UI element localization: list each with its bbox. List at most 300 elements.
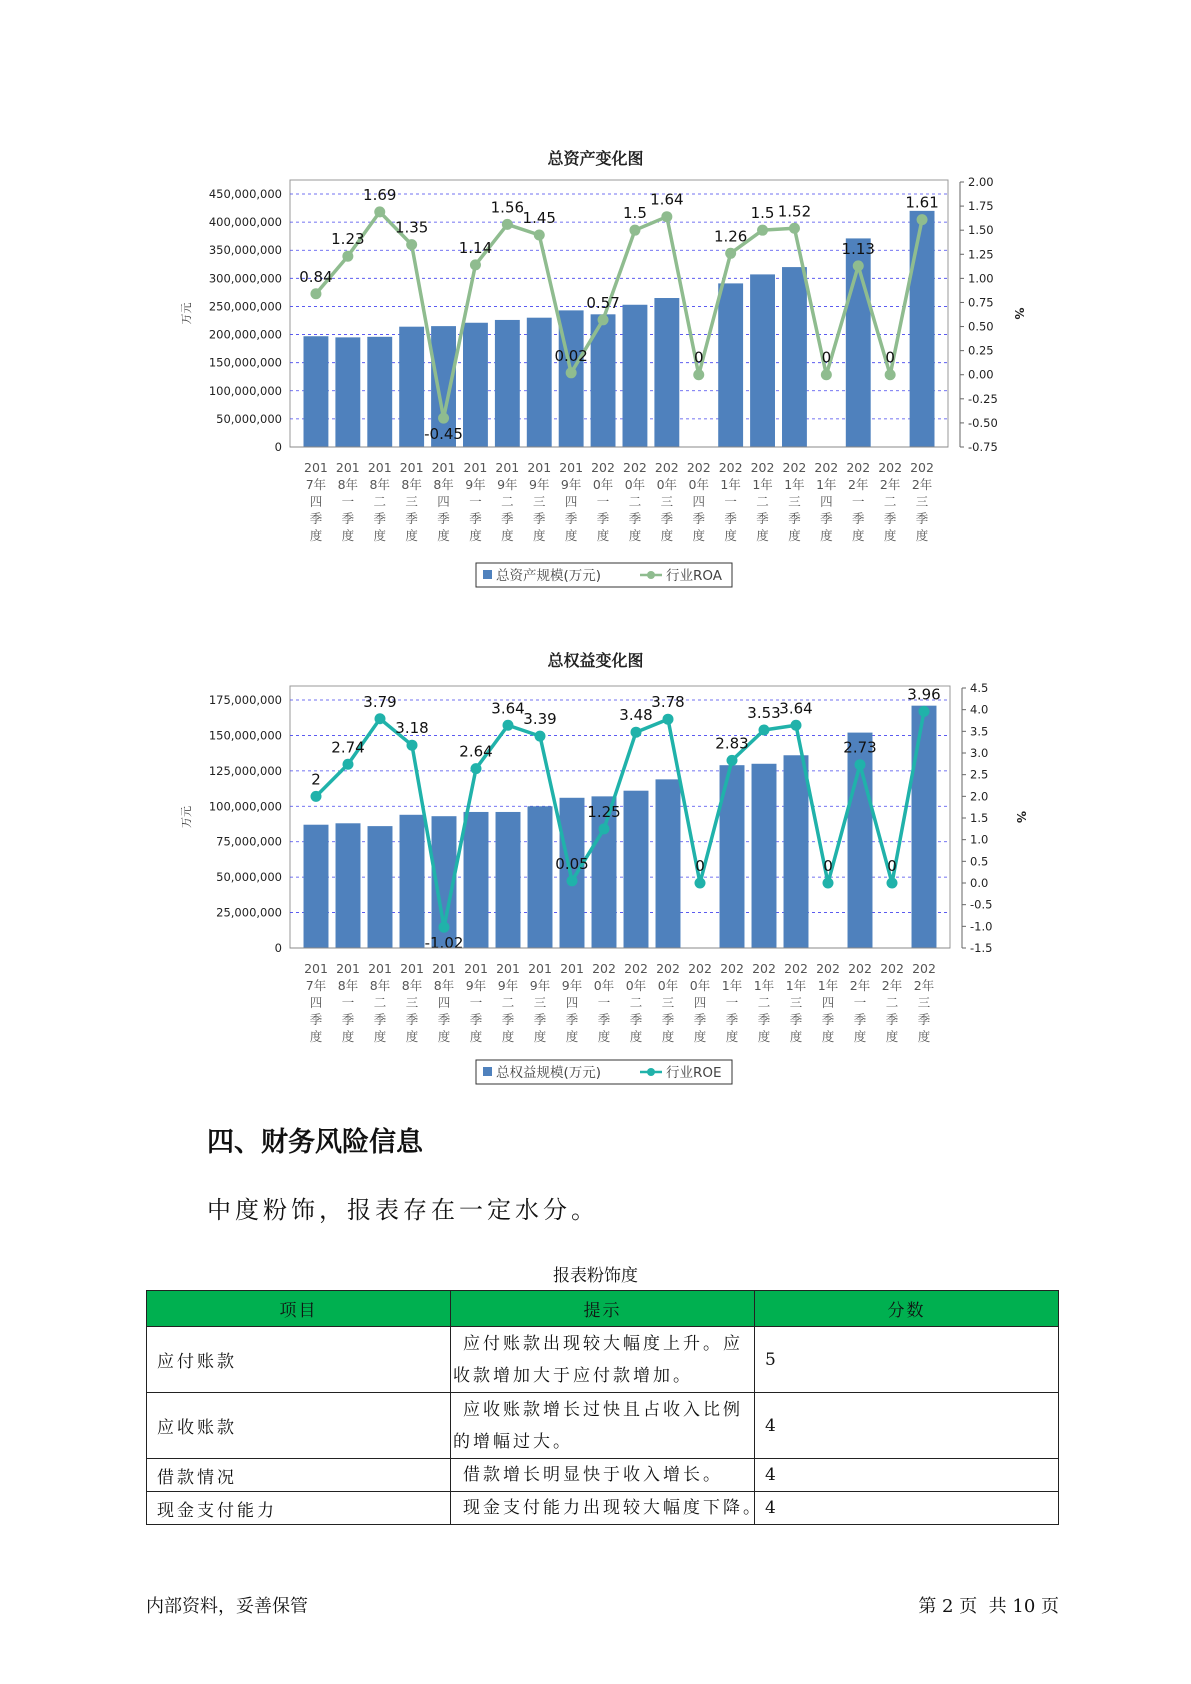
x-tick-label: 1年 [752, 477, 773, 492]
y-axis-title: 万元 [180, 806, 193, 828]
x-tick-label: 201 [527, 460, 552, 475]
data-label: 1.23 [331, 230, 365, 249]
data-label: 1.14 [458, 238, 493, 257]
x-tick-label: 2年 [913, 978, 935, 993]
y2-tick-label: 2.5 [970, 767, 989, 782]
line-point [406, 239, 417, 250]
line-point [663, 714, 674, 725]
x-tick-label: 三 [915, 494, 929, 509]
line-point [727, 755, 738, 766]
x-tick-label: 度 [788, 528, 801, 543]
x-tick-label: 202 [910, 460, 934, 475]
data-label: 3.39 [523, 710, 557, 729]
x-tick-label: 季 [373, 511, 387, 526]
y2-tick-label: -1.0 [970, 919, 993, 934]
x-tick-label: 二 [628, 494, 642, 509]
x-tick-label: 度 [564, 528, 578, 543]
legend-label-bar: 总权益规模(万元) [496, 1065, 602, 1081]
x-tick-label: 季 [341, 1012, 355, 1027]
x-tick-label: 8年 [369, 477, 390, 492]
y2-tick-label: 2.0 [970, 789, 989, 804]
x-tick-label: 三 [532, 494, 546, 509]
x-tick-label: 度 [437, 528, 450, 543]
y-axis-title: 万元 [180, 302, 193, 325]
x-tick-label: 9年 [497, 477, 518, 492]
x-tick-label: 一 [469, 995, 483, 1010]
x-tick-label: 9年 [465, 978, 487, 993]
line-point [342, 251, 353, 262]
x-tick-label: 季 [724, 511, 737, 526]
bar [528, 806, 553, 948]
x-tick-label: 9年 [560, 477, 582, 492]
x-tick-label: 三 [789, 995, 803, 1010]
x-tick-label: 0年 [625, 978, 647, 993]
data-label: 1.25 [587, 802, 621, 821]
x-tick-label: 201 [367, 460, 392, 475]
x-tick-label: 202 [592, 961, 616, 976]
x-tick-label: 四 [565, 995, 579, 1010]
x-tick-label: 202 [654, 460, 679, 475]
bar [495, 320, 520, 447]
data-label: 3.79 [363, 692, 397, 711]
x-tick-label: 度 [341, 528, 355, 543]
x-tick-label: 度 [756, 528, 769, 543]
table-row [147, 1393, 1059, 1459]
bar [400, 815, 425, 948]
data-label: 3.48 [619, 706, 653, 725]
x-tick-label: 202 [848, 961, 872, 976]
x-tick-label: 四 [437, 494, 450, 509]
cell-tip: 应收账款增长过快且占收入比例的增幅过大。 [451, 1393, 755, 1459]
x-tick-label: 三 [533, 995, 547, 1010]
data-label: 3.18 [395, 719, 429, 738]
x-tick-label: 三 [917, 995, 931, 1010]
x-tick-label: 8年 [433, 477, 454, 492]
data-label: 0.84 [299, 267, 333, 286]
y-tick-label: 75,000,000 [216, 834, 282, 849]
x-tick-label: 度 [565, 1029, 579, 1044]
x-tick-label: 度 [501, 528, 514, 543]
x-tick-label: 季 [532, 511, 546, 526]
x-tick-label: 201 [368, 961, 392, 976]
y-tick-label: 350,000,000 [208, 243, 282, 258]
data-label: 0 [885, 348, 895, 367]
x-tick-label: 202 [591, 460, 615, 475]
x-tick-label: 8年 [337, 978, 359, 993]
x-tick-label: 季 [883, 511, 897, 526]
x-tick-label: 季 [469, 511, 482, 526]
x-tick-label: 季 [756, 511, 769, 526]
y2-tick-label: 0.5 [970, 854, 989, 869]
x-tick-label: 202 [752, 961, 776, 976]
x-tick-label: 三 [788, 494, 801, 509]
x-tick-label: 202 [623, 460, 647, 475]
bar [910, 211, 935, 447]
y2-tick-label: 1.0 [970, 832, 989, 847]
header-tip: 提示 [451, 1291, 755, 1327]
x-tick-label: 8年 [369, 978, 391, 993]
y-tick-label: 200,000,000 [208, 327, 282, 342]
x-tick-label: 季 [628, 511, 642, 526]
y2-tick-label: 2.00 [968, 175, 994, 189]
bar [463, 323, 488, 447]
x-tick-label: 度 [469, 528, 482, 543]
bar [624, 791, 649, 948]
x-tick-label: 201 [399, 460, 424, 475]
y-tick-label: 175,000,000 [208, 693, 282, 707]
line-point [725, 248, 736, 259]
x-tick-label: 二 [373, 494, 387, 509]
line-point [821, 369, 832, 380]
legend-label-line: 行业ROA [666, 568, 723, 584]
x-tick-label: 三 [660, 494, 674, 509]
x-tick-label: 三 [405, 494, 418, 509]
line-point [311, 791, 322, 802]
x-tick-label: 二 [373, 995, 387, 1010]
y2-tick-label: 4.0 [970, 702, 989, 717]
x-tick-label: 季 [821, 1012, 835, 1027]
x-tick-label: 201 [464, 961, 488, 976]
line-point [853, 260, 864, 271]
cell-tip: 现金支付能力出现较大幅度下降。 [451, 1492, 755, 1525]
table-row [147, 1459, 1059, 1492]
x-tick-label: 季 [501, 1012, 515, 1027]
x-tick-label: 季 [820, 511, 833, 526]
x-tick-label: 201 [559, 460, 584, 475]
y2-tick-label: 1.25 [968, 247, 994, 262]
y-tick-label: 250,000,000 [208, 299, 282, 314]
line-point [661, 211, 672, 222]
x-tick-label: 8年 [401, 978, 423, 993]
y-tick-label: 150,000,000 [208, 355, 282, 370]
x-tick-label: 201 [560, 961, 584, 976]
header-score: 分数 [755, 1291, 1059, 1327]
line-point [567, 875, 578, 886]
line-point [470, 259, 481, 270]
bar [782, 267, 807, 447]
cell-tip: 借款增长明显快于收入增长。 [451, 1459, 755, 1492]
x-tick-label: 201 [431, 460, 456, 475]
x-tick-label: 1年 [816, 477, 837, 492]
x-tick-label: 0年 [624, 477, 646, 492]
cell-score: 4 [755, 1393, 1059, 1459]
x-tick-label: 三 [405, 995, 419, 1010]
x-tick-label: 0年 [593, 978, 615, 993]
line-point [759, 725, 770, 736]
x-tick-label: 季 [565, 1012, 579, 1027]
data-label: 0 [695, 857, 705, 875]
x-tick-label: 一 [341, 494, 355, 509]
x-tick-label: 季 [501, 511, 514, 526]
x-tick-label: 1年 [753, 978, 775, 993]
x-tick-label: 202 [814, 460, 839, 475]
x-tick-label: 1年 [784, 477, 805, 492]
x-tick-label: 9年 [529, 477, 550, 492]
data-label: 1.56 [490, 198, 525, 217]
y-tick-label: 125,000,000 [208, 763, 282, 778]
x-tick-label: 季 [405, 511, 418, 526]
x-tick-label: 201 [400, 961, 424, 976]
line-point [631, 727, 642, 738]
data-label: 2.83 [715, 734, 749, 753]
x-tick-label: 度 [596, 528, 610, 543]
x-tick-label: 四 [692, 494, 706, 509]
cell-item: 借款情况 [147, 1459, 451, 1492]
x-tick-label: 一 [853, 995, 867, 1010]
line-point [598, 314, 609, 325]
data-label: 3.96 [907, 685, 941, 704]
x-tick-label: 1年 [720, 477, 741, 492]
bar [527, 318, 552, 447]
legend-label-line: 行业ROE [666, 1065, 722, 1081]
x-tick-label: 202 [720, 961, 744, 976]
table-row [147, 1492, 1059, 1525]
x-tick-label: 度 [757, 1029, 771, 1044]
x-tick-label: 季 [757, 1012, 771, 1027]
x-tick-label: 度 [724, 528, 737, 543]
bar [656, 779, 681, 948]
y2-tick-label: 1.75 [968, 199, 994, 214]
line-point [791, 720, 802, 731]
x-tick-label: 季 [629, 1012, 643, 1027]
x-tick-label: 201 [335, 460, 360, 475]
x-tick-label: 202 [782, 460, 807, 475]
bar [496, 812, 521, 948]
cell-item: 现金支付能力 [147, 1492, 451, 1525]
line-point [471, 763, 482, 774]
bar [784, 755, 809, 948]
risk-table [146, 1290, 1059, 1525]
x-tick-label: 四 [309, 995, 323, 1010]
x-tick-label: 202 [686, 460, 711, 475]
y2-tick-label: 0.0 [970, 876, 989, 890]
x-tick-label: 四 [820, 494, 833, 509]
x-tick-label: 7年 [305, 978, 327, 993]
x-tick-label: 季 [885, 1012, 899, 1027]
line-point [374, 206, 385, 217]
data-label: -1.02 [424, 934, 464, 953]
y-tick-label: 0 [274, 941, 282, 955]
x-tick-label: 度 [629, 1029, 643, 1044]
x-tick-label: 四 [821, 995, 835, 1010]
x-tick-label: 9年 [529, 978, 551, 993]
y2-axis-title: % [1012, 307, 1026, 320]
cell-item: 应收账款 [147, 1393, 451, 1459]
x-tick-label: 2年 [881, 978, 903, 993]
x-tick-label: 202 [718, 460, 743, 475]
data-label: 1.13 [841, 239, 875, 258]
x-tick-label: 季 [693, 1012, 707, 1027]
y2-tick-label: -1.5 [970, 941, 993, 955]
y2-tick-label: 0.50 [968, 319, 994, 334]
equity-chart [0, 680, 1191, 1110]
cell-tip: 应付账款出现较大幅度上升。应收款增加大于应付款增加。 [451, 1327, 755, 1393]
line-point [375, 713, 386, 724]
x-tick-label: 三 [661, 995, 675, 1010]
data-label: 0 [887, 857, 897, 875]
data-label: 1.35 [394, 218, 429, 237]
bar [368, 826, 393, 948]
y2-tick-label: 0.25 [968, 343, 994, 358]
x-tick-label: 度 [469, 1029, 483, 1044]
x-tick-label: 0年 [689, 978, 711, 993]
line-point [823, 878, 834, 889]
data-label: 0 [821, 348, 832, 367]
x-tick-label: 季 [564, 511, 578, 526]
table-header-row [147, 1291, 1059, 1327]
x-tick-label: 度 [917, 1029, 931, 1044]
x-tick-label: 201 [495, 460, 520, 475]
x-tick-label: 季 [725, 1012, 739, 1027]
x-tick-label: 202 [750, 460, 775, 475]
x-tick-label: 度 [885, 1029, 899, 1044]
bar [654, 298, 679, 447]
x-tick-label: 季 [853, 1012, 867, 1027]
x-tick-label: 8年 [337, 477, 359, 492]
line-point [887, 878, 898, 889]
x-tick-label: 季 [851, 511, 865, 526]
line-point [566, 367, 577, 378]
risk-summary: 中度粉饰，报表存在一定水分。 [207, 1196, 599, 1224]
x-tick-label: 二 [501, 494, 514, 509]
x-tick-label: 季 [437, 511, 450, 526]
x-tick-label: 202 [880, 961, 904, 976]
cell-item: 应付账款 [147, 1327, 451, 1393]
data-label: 0.05 [555, 854, 589, 873]
x-tick-label: 度 [851, 528, 865, 543]
x-tick-label: 度 [692, 528, 706, 543]
x-tick-label: 202 [624, 961, 648, 976]
x-tick-label: 季 [341, 511, 355, 526]
x-tick-label: 一 [596, 494, 610, 509]
data-label: 1.5 [750, 204, 775, 223]
bar [367, 337, 392, 447]
x-tick-label: 度 [405, 1029, 419, 1044]
x-tick-label: 9年 [561, 978, 583, 993]
bar [750, 274, 775, 447]
y2-tick-label: 3.5 [970, 724, 989, 739]
x-tick-label: 一 [724, 494, 737, 509]
x-tick-label: 1年 [721, 978, 743, 993]
x-tick-label: 度 [883, 528, 897, 543]
x-tick-label: 9年 [497, 978, 519, 993]
bar [335, 337, 360, 447]
x-tick-label: 1年 [785, 978, 807, 993]
y2-tick-label: 4.5 [970, 681, 989, 695]
line-point [693, 369, 704, 380]
bar [464, 812, 489, 948]
data-label: 0 [693, 348, 704, 367]
line-point [919, 706, 930, 717]
x-tick-label: 度 [821, 1029, 835, 1044]
table-caption: 报表粉饰度 [553, 1266, 638, 1286]
x-tick-label: 一 [597, 995, 611, 1010]
x-tick-label: 度 [437, 1029, 451, 1044]
x-tick-label: 一 [725, 995, 739, 1010]
x-tick-label: 季 [597, 1012, 611, 1027]
x-tick-label: 度 [628, 528, 642, 543]
x-tick-label: 202 [912, 961, 936, 976]
x-tick-label: 季 [373, 1012, 387, 1027]
x-tick-label: 四 [437, 995, 451, 1010]
data-label: 1.45 [522, 209, 556, 227]
y-tick-label: 150,000,000 [208, 728, 282, 743]
x-tick-label: 季 [533, 1012, 547, 1027]
x-tick-label: 季 [596, 511, 610, 526]
x-tick-label: 8年 [401, 477, 422, 492]
y-tick-label: 50,000,000 [216, 870, 282, 885]
x-tick-label: 度 [373, 1029, 387, 1044]
data-label: 0.02 [554, 346, 588, 365]
x-tick-label: 度 [532, 528, 546, 543]
y-tick-label: 100,000,000 [208, 383, 282, 398]
data-label: 3.53 [747, 704, 781, 723]
x-tick-label: 季 [915, 511, 929, 526]
x-tick-label: 一 [851, 494, 865, 509]
x-tick-label: 季 [692, 511, 706, 526]
x-tick-label: 度 [915, 528, 929, 543]
x-tick-label: 度 [725, 1029, 739, 1044]
data-label: 3.64 [779, 699, 813, 718]
x-tick-label: 二 [501, 995, 515, 1010]
x-tick-label: 201 [528, 961, 552, 976]
x-tick-label: 季 [309, 511, 323, 526]
x-tick-label: 二 [756, 494, 769, 509]
data-label: 3.64 [491, 699, 525, 718]
bar [912, 706, 937, 948]
x-tick-label: 季 [788, 511, 801, 526]
x-tick-label: 度 [533, 1029, 547, 1044]
x-tick-label: 季 [917, 1012, 931, 1027]
y-tick-label: 450,000,000 [208, 187, 282, 201]
x-tick-label: 度 [309, 528, 323, 543]
line-point [757, 225, 768, 236]
data-label: 1.61 [905, 193, 939, 212]
line-point [695, 878, 706, 889]
data-label: 2.64 [459, 742, 493, 761]
x-tick-label: 一 [341, 995, 355, 1010]
line-point [439, 922, 450, 933]
x-tick-label: 度 [853, 1029, 867, 1044]
bar [399, 327, 424, 447]
x-tick-label: 度 [789, 1029, 803, 1044]
x-tick-label: 1年 [817, 978, 839, 993]
x-tick-label: 9年 [465, 477, 486, 492]
bar [752, 764, 777, 948]
y2-tick-label: 1.50 [968, 223, 994, 238]
line-point [629, 225, 640, 236]
y2-tick-label: 1.00 [968, 271, 994, 286]
x-tick-label: 201 [496, 961, 520, 976]
x-tick-label: 2年 [848, 477, 869, 492]
x-tick-label: 季 [309, 1012, 323, 1027]
legend-label-bar: 总资产规模(万元) [496, 568, 602, 584]
y-tick-label: 0 [274, 440, 282, 454]
section-heading: 四、财务风险信息 [207, 1127, 423, 1158]
x-tick-label: 0年 [656, 477, 678, 492]
data-label: 1.52 [777, 202, 812, 221]
line-point [534, 230, 545, 241]
legend-swatch-bar [483, 1067, 492, 1076]
bar [718, 283, 743, 447]
y-tick-label: 100,000,000 [208, 799, 282, 814]
x-tick-label: 二 [757, 995, 771, 1010]
x-tick-label: 202 [656, 961, 680, 976]
x-tick-label: 201 [463, 460, 488, 475]
line-point [917, 214, 928, 225]
x-tick-label: 度 [660, 528, 674, 543]
x-tick-label: 季 [661, 1012, 675, 1027]
